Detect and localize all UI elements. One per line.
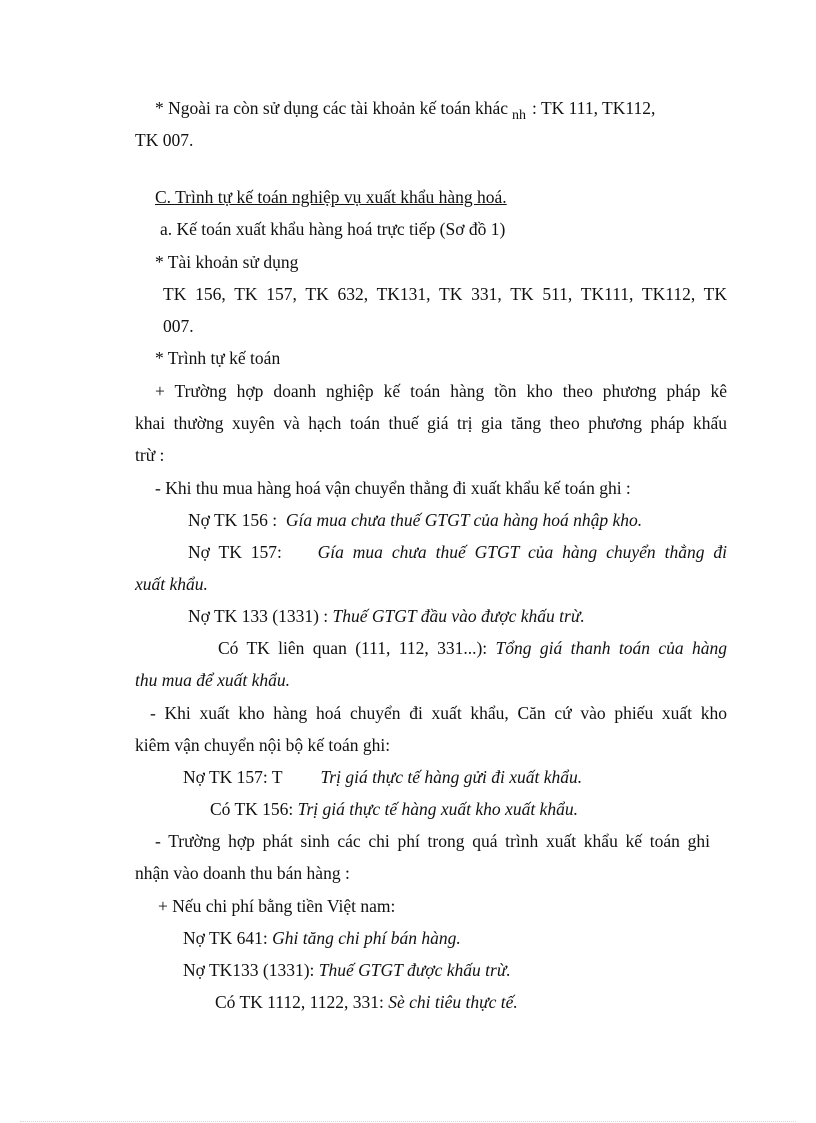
subscript-note: nh xyxy=(512,108,527,123)
other-accounts-list: : TK 111, TK112, xyxy=(532,98,656,118)
debit-account: Nợ TK 157: T xyxy=(183,767,283,787)
subsection-heading: a. Kế toán xuất khẩu hàng hoá trực tiếp (Sơ đồ 1) xyxy=(160,219,506,239)
text-line: - Khi thu mua hàng hoá vận chuyển thẳng đi xuất khẩu kế toán ghi : xyxy=(155,478,631,498)
journal-entry xyxy=(188,605,585,627)
entry-description: Sè chi tiêu thực tế. xyxy=(388,992,518,1012)
entry-description: Trị giá thực tế hàng xuất kho xuất khẩu. xyxy=(297,799,578,819)
other-accounts-text: * Ngoài ra còn sử dụng các tài khoản kế toán khác xyxy=(155,98,509,118)
debit-account: Nợ TK 157: xyxy=(188,542,282,562)
entry-description: Ghi tăng chi phí bán hàng. xyxy=(272,928,461,948)
debit-account: Nợ TK133 (1331): xyxy=(183,960,315,980)
credit-account: Có TK 1112, 1122, 331: xyxy=(215,992,384,1012)
journal-entry xyxy=(210,798,578,820)
paragraph-line: nhận vào doanh thu bán hàng : xyxy=(135,863,350,883)
entry-description: Gía mua chưa thuế GTGT của hàng chuyển thẳng đi xyxy=(317,542,727,562)
paragraph-line: + Trường hợp doanh nghiệp kế toán hàng tồn kho theo phương pháp kê xyxy=(155,381,727,401)
paragraph-line: - Khi xuất kho hàng hoá chuyển đi xuất khẩu, Căn cứ vào phiếu xuất kho xyxy=(150,703,727,723)
entry-description: Tổng giá thanh toán của hàng xyxy=(495,638,728,658)
debit-account: Nợ TK 156 : xyxy=(188,510,278,530)
text-line: * Tài khoản sử dụng xyxy=(155,252,299,272)
debit-account: Nợ TK 133 (1331) : xyxy=(188,606,329,626)
entry-description: Gía mua chưa thuế GTGT của hàng hoá nhập kho. xyxy=(285,510,643,530)
text-line: * Trình tự kế toán xyxy=(155,348,281,368)
paragraph-line: khai thường xuyên và hạch toán thuế giá trị gia tăng theo phương pháp khấu xyxy=(135,413,727,433)
account-list: TK 156, TK 157, TK 632, TK131, TK 331, TK 511, TK111, TK112, TK xyxy=(163,284,727,304)
journal-entry xyxy=(218,637,727,659)
journal-entry xyxy=(188,541,727,563)
paragraph-line: trừ : xyxy=(135,445,165,465)
entry-description: xuất khẩu. xyxy=(135,574,208,594)
entry-description: Trị giá thực tế hàng gửi đi xuất khẩu. xyxy=(320,767,583,787)
section-heading: C. Trình tự kế toán nghiệp vụ xuất khẩu hàng hoá. xyxy=(155,187,507,207)
entry-description: Thuế GTGT đầu vào được khấu trừ. xyxy=(332,606,585,626)
text-line: + Nếu chi phí bằng tiền Việt nam: xyxy=(158,896,396,916)
text-line xyxy=(155,97,655,122)
journal-entry xyxy=(215,991,518,1013)
credit-account: Có TK 156: xyxy=(210,799,294,819)
text-line: 007. xyxy=(163,316,194,336)
journal-entry xyxy=(183,927,461,949)
page-bottom-divider xyxy=(20,1121,796,1122)
journal-entry xyxy=(188,509,642,531)
paragraph-line: - Trường hợp phát sinh các chi phí trong quá trình xuất khẩu kế toán ghi xyxy=(155,831,710,851)
text-line: TK 007. xyxy=(135,130,194,150)
entry-description: thu mua để xuất khẩu. xyxy=(135,670,291,690)
entry-description: Thuế GTGT được khấu trừ. xyxy=(318,960,511,980)
paragraph-line: kiêm vận chuyển nội bộ kế toán ghi: xyxy=(135,735,391,755)
journal-entry xyxy=(183,959,511,981)
credit-account: Có TK liên quan (111, 112, 331...): xyxy=(218,638,488,658)
journal-entry xyxy=(183,766,582,788)
debit-account: Nợ TK 641: xyxy=(183,928,268,948)
